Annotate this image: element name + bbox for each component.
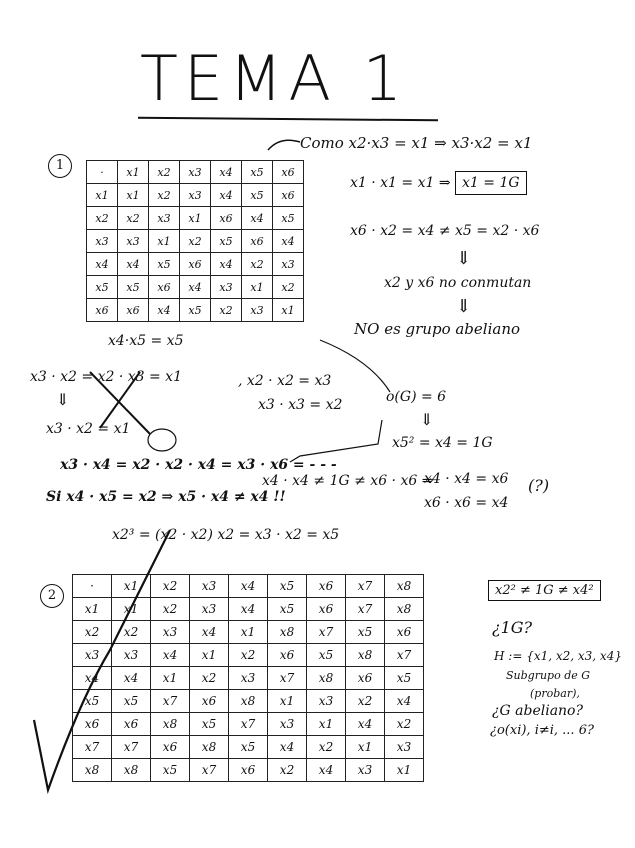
table1-col-header: x4 [211,161,242,184]
table2-cell: x1 [229,621,268,644]
table2-cell: x2 [385,713,424,736]
note-q-identity: ¿1G? [492,618,533,637]
table2-cell: x1 [268,690,307,713]
table2-cell: x4 [112,667,151,690]
table1-cell: x4 [242,207,273,230]
table1-row-header: x2 [87,207,118,230]
table2-cell: x1 [346,736,385,759]
table1-cell: x3 [180,184,211,207]
table1-cell: x2 [273,276,304,299]
table2-cell: x8 [346,644,385,667]
table1-cell: x4 [211,184,242,207]
table2-col-header: x5 [268,575,307,598]
table2-cell: x5 [346,621,385,644]
note-conclusion: NO es grupo abeliano [354,320,521,338]
table2-row-header: x8 [73,759,112,782]
table2-cell: x8 [151,713,190,736]
table2-cell: x7 [307,621,346,644]
identity-lhs: x1 · x1 = x1 ⇒ [350,175,451,191]
note-eq-d: x2³ = (x2 · x2) x2 = x3 · x2 = x5 [112,527,340,543]
table2-cell: x2 [151,598,190,621]
table2-corner: · [73,575,112,598]
cross-stroke-b [100,372,140,428]
table2-cell: x6 [307,598,346,621]
table1-cell: x5 [211,230,242,253]
table2-cell: x7 [385,644,424,667]
section-2-number: 2 [40,584,64,608]
table1-cell: x3 [242,299,273,322]
table2-cell: x6 [229,759,268,782]
table2-cell: x1 [307,713,346,736]
note-order-result: x5² = x4 = 1G [392,435,493,451]
table2-cell: x3 [151,621,190,644]
table2-cell: x5 [190,713,229,736]
table2-cell: x6 [346,667,385,690]
table1-cell: x3 [149,207,180,230]
table1-cell: x1 [149,230,180,253]
table1-cell: x5 [180,299,211,322]
table1-cell: x3 [118,230,149,253]
table1-col-header: x3 [180,161,211,184]
table2-cell: x4 [190,621,229,644]
table1-cell: x2 [242,253,273,276]
arrow-como [268,140,300,150]
table1-cell: x4 [211,253,242,276]
note-h-def: H := {x1, x2, x3, x4} [494,649,622,663]
table1-col-header: x5 [242,161,273,184]
table2-cell: x6 [190,690,229,713]
circled-x5 [148,429,176,451]
table2-cell: x3 [346,759,385,782]
note-left-line1: x3 · x2 = x2 · x3 = x1 [30,369,182,385]
note-left-line2: x3 · x2 = x1 [46,421,131,437]
table2-cell: x7 [346,598,385,621]
table2-cell: x3 [307,690,346,713]
table2-cell: x2 [268,759,307,782]
note-mid-line1: , x2 · x2 = x3 [238,373,332,389]
table1-cell: x5 [273,207,304,230]
table1-cell: x5 [149,253,180,276]
table2-cell: x3 [385,736,424,759]
table1-corner: · [87,161,118,184]
table1-cell: x6 [273,184,304,207]
table2-cell: x2 [190,667,229,690]
table1-row-header: x3 [87,230,118,253]
table2-cell: x4 [151,644,190,667]
note-order: o(G) = 6 [386,389,447,405]
table1-cell: x6 [118,299,149,322]
table2-cell: x8 [307,667,346,690]
section-1-number: 1 [48,154,72,178]
table2-cell: x4 [346,713,385,736]
table2-cell: x7 [151,690,190,713]
table1-cell: x1 [242,276,273,299]
table2-row-header: x6 [73,713,112,736]
table2-cell: x3 [112,644,151,667]
table2-cell: x5 [385,667,424,690]
table2-col-header: x1 [112,575,151,598]
table1-row-header: x6 [87,299,118,322]
table1-cell: x3 [211,276,242,299]
table2-cell: x4 [268,736,307,759]
table2-row-header: x5 [73,690,112,713]
table2-cell: x6 [151,736,190,759]
table2-cell: x5 [229,736,268,759]
table1-cell: x6 [211,207,242,230]
note-eq-c: Si x4 · x5 = x2 ⇒ x5 · x4 ≠ x4 !! [46,489,286,505]
table1-cell: x1 [118,184,149,207]
table1-cell: x4 [273,230,304,253]
table2-col-header: x7 [346,575,385,598]
table1-cell: x6 [180,253,211,276]
note-question: (?) [528,476,550,495]
table2-cell: x5 [307,644,346,667]
table2-cell: x7 [268,667,307,690]
table2-col-header: x2 [151,575,190,598]
table2-cell: x2 [307,736,346,759]
table2-cell: x4 [307,759,346,782]
note-mid-line2: x3 · x3 = x2 [258,397,343,413]
table1-col-header: x1 [118,161,149,184]
note-noncommute-conclusion: x2 y x6 no conmutan [384,275,532,291]
table2-cell: x1 [112,598,151,621]
table1-cell: x1 [273,299,304,322]
page-title: TEMA 1 [140,42,409,115]
table2-cell: x8 [385,598,424,621]
check-mark [34,530,170,790]
arrow-down-2: ⇓ [456,296,472,317]
table2-row-header: x2 [73,621,112,644]
note-below-table-1: x4·x5 = x5 [108,333,184,349]
table1-cell: x6 [242,230,273,253]
note-order-arrow: ⇓ [420,410,434,429]
table1-cell: x4 [180,276,211,299]
table1-cell: x1 [180,207,211,230]
table1-cell: x3 [273,253,304,276]
table2-cell: x2 [112,621,151,644]
note-box-squares: x2² ≠ 1G ≠ x4² [488,580,601,601]
table2-cell: x3 [268,713,307,736]
table2-cell: x6 [385,621,424,644]
note-eq-b: x4 · x4 ≠ 1G ≠ x6 · x6 ⇒ [262,473,434,489]
table1-cell: x4 [149,299,180,322]
table2-cell: x8 [268,621,307,644]
arrow-down-1: ⇓ [456,248,472,269]
note-eq-b-right1: x4 · x4 = x6 [424,471,509,487]
table2-cell: x8 [112,759,151,782]
table1-cell: x2 [118,207,149,230]
note-abelian-q: ¿G abeliano? [492,703,583,719]
table2-cell: x7 [112,736,151,759]
table1-col-header: x2 [149,161,180,184]
note-order-q: ¿o(xi), i≠i, ... 6? [490,723,594,738]
table2-cell: x7 [190,759,229,782]
cross-stroke-a [90,372,150,434]
table2-row-header: x4 [73,667,112,690]
table2-cell: x1 [385,759,424,782]
table2-cell: x3 [190,598,229,621]
table2-cell: x6 [112,713,151,736]
table1-row-header: x4 [87,253,118,276]
table2-cell: x7 [229,713,268,736]
table1-row-header: x1 [87,184,118,207]
table2-cell: x1 [190,644,229,667]
table2-col-header: x6 [307,575,346,598]
table2-row-header: x7 [73,736,112,759]
table2-cell: x1 [151,667,190,690]
table2-row-header: x1 [73,598,112,621]
note-eq-a: x3 · x4 = x2 · x2 · x4 = x3 · x6 = - - - [60,457,337,473]
table2-cell: x3 [229,667,268,690]
note-eq-b-right2: x6 · x6 = x4 [424,495,509,511]
table2-cell: x8 [229,690,268,713]
table2-col-header: x3 [190,575,229,598]
table2-cell: x5 [151,759,190,782]
table1-cell: x4 [118,253,149,276]
table2-row-header: x3 [73,644,112,667]
table2-col-header: x8 [385,575,424,598]
table1-cell: x5 [242,184,273,207]
table2-cell: x4 [385,690,424,713]
note-subgroup: Subgrupo de G [506,669,591,682]
table1-col-header: x6 [273,161,304,184]
note-left-arrow: ⇓ [56,390,70,409]
table2-cell: x5 [112,690,151,713]
note-como: Como x2·x3 = x1 ⇒ x3·x2 = x1 [300,134,533,152]
table2-cell: x2 [229,644,268,667]
identity-box: x1 = 1G [455,171,527,195]
table1-cell: x2 [180,230,211,253]
table1-cell: x5 [118,276,149,299]
arrow-table-to-order [320,340,390,392]
table1-cell: x2 [211,299,242,322]
note-prove: (probar), [530,687,580,700]
table2-cell: x2 [346,690,385,713]
table2-cell: x4 [229,598,268,621]
note-noncommute: x6 · x2 = x4 ≠ x5 = x2 · x6 [350,223,540,239]
table1-cell: x6 [149,276,180,299]
table2-col-header: x4 [229,575,268,598]
table2-cell: x5 [268,598,307,621]
table2-cell: x6 [268,644,307,667]
arrow-hollow [290,420,382,462]
table1-row-header: x5 [87,276,118,299]
table2-cell: x8 [190,736,229,759]
table1-cell: x2 [149,184,180,207]
